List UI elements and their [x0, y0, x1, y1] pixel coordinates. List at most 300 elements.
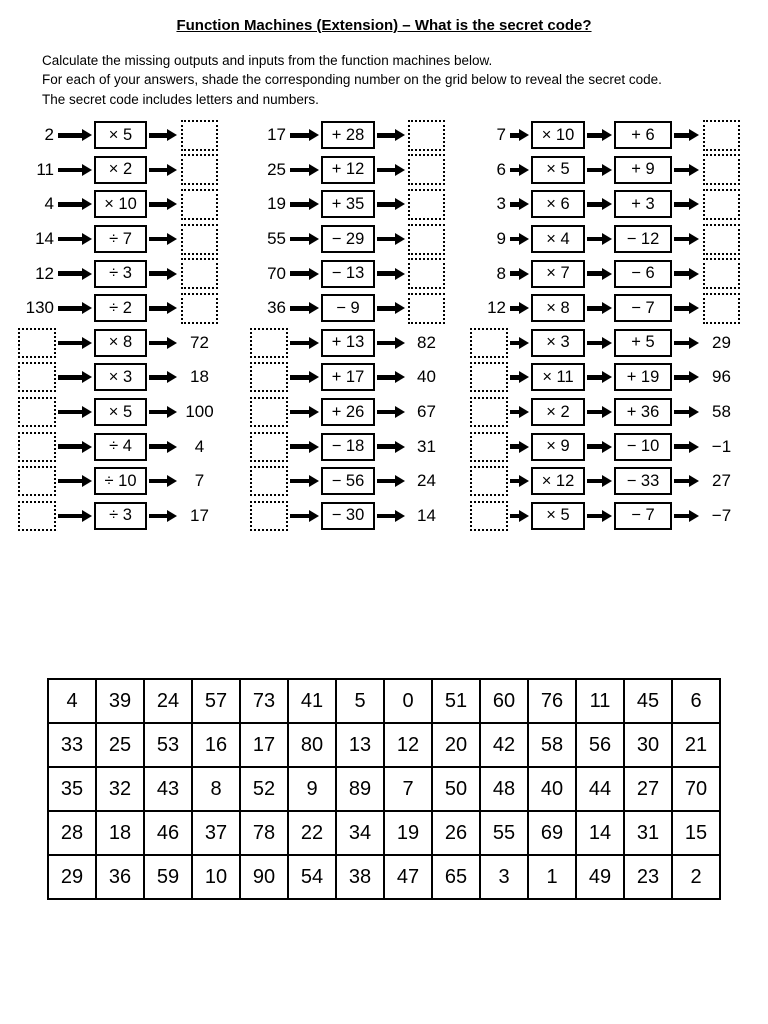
input-slot [248, 256, 288, 291]
arrow-head [519, 441, 529, 453]
arrow-bar [377, 410, 395, 415]
machines-col3 [472, 118, 742, 533]
arrow-bar [290, 479, 309, 484]
arrow-bar [149, 168, 167, 173]
grid-cell: 69 [528, 811, 576, 855]
instruction-line: The secret code includes letters and numbers. [42, 91, 319, 107]
grid-cell: 1 [528, 855, 576, 899]
grid-cell: 37 [192, 811, 240, 855]
arrow-head [395, 198, 405, 210]
arrow-right-icon [375, 256, 407, 291]
output-value: 24 [417, 471, 436, 491]
arrow-bar [377, 237, 395, 242]
operation-box: ÷ 4 [94, 433, 147, 461]
operation-box: × 8 [531, 294, 585, 322]
arrow-head [689, 129, 699, 141]
output-slot [179, 187, 220, 222]
input-value: 19 [267, 194, 286, 214]
input-value: 8 [496, 263, 506, 283]
output-slot [407, 499, 446, 534]
input-slot [2, 187, 56, 222]
input-value: 11 [36, 159, 54, 179]
output-slot [407, 360, 446, 395]
input-slot [248, 395, 288, 430]
arrow-bar [587, 341, 602, 346]
output-value: 40 [417, 367, 436, 387]
machine-row [472, 256, 742, 291]
operation-box: × 8 [94, 329, 147, 357]
grid-cell: 78 [240, 811, 288, 855]
output-slot [701, 118, 742, 153]
missing-output-box [408, 189, 445, 220]
arrow-right-icon [375, 118, 407, 153]
number-grid-wrap [47, 678, 721, 900]
output-value: 17 [190, 505, 209, 525]
machine-row [2, 291, 220, 326]
output-slot [701, 429, 742, 464]
output-slot [179, 153, 220, 188]
grid-cell: 42 [480, 723, 528, 767]
output-slot [179, 326, 220, 361]
arrow-head [689, 406, 699, 418]
missing-output-box [408, 154, 445, 185]
input-slot [472, 326, 508, 361]
arrow-right-icon [585, 153, 614, 188]
input-slot [248, 326, 288, 361]
operation-box: × 10 [94, 190, 147, 218]
arrow-bar [58, 306, 82, 311]
machine-row [472, 326, 742, 361]
arrow-head [309, 371, 319, 383]
arrow-head [602, 268, 612, 280]
arrow-right-icon [508, 395, 531, 430]
arrow-right-icon [147, 326, 179, 361]
arrow-right-icon [508, 222, 531, 257]
arrow-head [82, 198, 92, 210]
arrow-head [602, 129, 612, 141]
arrow-bar [674, 168, 689, 173]
output-value: 82 [417, 332, 436, 352]
arrow-head [82, 164, 92, 176]
arrow-head [309, 475, 319, 487]
operation-box: − 30 [321, 502, 375, 530]
operation-box: × 2 [531, 398, 585, 426]
arrow-right-icon [147, 187, 179, 222]
arrow-head [167, 198, 177, 210]
arrow-right-icon [508, 256, 531, 291]
grid-cell: 9 [288, 767, 336, 811]
arrow-bar [58, 133, 82, 138]
operation-box: × 3 [531, 329, 585, 357]
operation-box: − 13 [321, 260, 375, 288]
arrow-bar [674, 271, 689, 276]
operation-box: + 13 [321, 329, 375, 357]
machine-row [248, 429, 446, 464]
arrow-right-icon [375, 395, 407, 430]
machine-row [2, 326, 220, 361]
machine-row [472, 499, 742, 534]
output-slot [701, 360, 742, 395]
missing-input-box [250, 432, 288, 462]
missing-output-box [408, 120, 445, 151]
arrow-right-icon [147, 256, 179, 291]
machine-row [248, 360, 446, 395]
arrow-right-icon [508, 291, 531, 326]
arrow-head [519, 129, 529, 141]
grid-cell: 38 [336, 855, 384, 899]
arrow-head [167, 406, 177, 418]
arrow-head [689, 164, 699, 176]
operation-box: ÷ 2 [94, 294, 147, 322]
arrow-right-icon [56, 153, 94, 188]
output-slot [179, 395, 220, 430]
grid-cell: 45 [624, 679, 672, 723]
missing-output-box [408, 224, 445, 255]
missing-output-box [408, 258, 445, 289]
arrow-head [395, 510, 405, 522]
arrow-bar [58, 271, 82, 276]
arrow-right-icon [672, 291, 701, 326]
arrow-bar [510, 237, 519, 242]
grid-cell: 2 [672, 855, 720, 899]
output-value: 14 [417, 505, 436, 525]
output-slot [701, 395, 742, 430]
arrow-right-icon [585, 222, 614, 257]
arrow-head [602, 441, 612, 453]
arrow-right-icon [672, 395, 701, 430]
grid-cell: 14 [576, 811, 624, 855]
machine-row [2, 499, 220, 534]
operation-box: + 19 [614, 363, 672, 391]
output-value: 27 [712, 471, 731, 491]
arrow-head [82, 510, 92, 522]
arrow-head [82, 268, 92, 280]
arrow-head [602, 371, 612, 383]
arrow-right-icon [288, 429, 321, 464]
arrow-right-icon [56, 326, 94, 361]
arrow-bar [377, 341, 395, 346]
input-slot [2, 429, 56, 464]
missing-input-box [250, 362, 288, 392]
arrow-bar [149, 514, 167, 519]
arrow-bar [58, 375, 82, 380]
arrow-right-icon [56, 118, 94, 153]
operation-box: − 56 [321, 467, 375, 495]
input-slot [2, 118, 56, 153]
arrow-bar [674, 444, 689, 449]
grid-cell: 12 [384, 723, 432, 767]
machine-row [248, 326, 446, 361]
arrow-head [519, 510, 529, 522]
grid-cell: 31 [624, 811, 672, 855]
number-grid [47, 678, 721, 900]
arrow-bar [587, 202, 602, 207]
machine-row [248, 291, 446, 326]
arrow-head [602, 164, 612, 176]
input-value: 2 [44, 125, 54, 145]
arrow-head [167, 302, 177, 314]
operation-box: × 3 [94, 363, 147, 391]
machine-row [2, 395, 220, 430]
arrow-head [309, 510, 319, 522]
input-slot [2, 153, 56, 188]
input-value: 12 [487, 298, 506, 318]
input-value: 25 [267, 159, 286, 179]
arrow-right-icon [585, 429, 614, 464]
arrow-head [519, 337, 529, 349]
grid-cell: 22 [288, 811, 336, 855]
arrow-head [519, 406, 529, 418]
machine-row [472, 429, 742, 464]
arrow-bar [587, 271, 602, 276]
grid-cell: 28 [48, 811, 96, 855]
output-slot [407, 222, 446, 257]
machine-row [2, 429, 220, 464]
instructions [42, 51, 748, 109]
arrow-head [395, 337, 405, 349]
operation-box: × 11 [531, 363, 585, 391]
operation-box: + 17 [321, 363, 375, 391]
operation-box: + 28 [321, 121, 375, 149]
missing-output-box [703, 189, 740, 220]
output-slot [179, 464, 220, 499]
arrow-right-icon [672, 187, 701, 222]
operation-box: × 12 [531, 467, 585, 495]
grid-cell: 55 [480, 811, 528, 855]
grid-cell: 49 [576, 855, 624, 899]
arrow-right-icon [508, 118, 531, 153]
input-slot [248, 499, 288, 534]
grid-cell: 4 [48, 679, 96, 723]
arrow-right-icon [147, 360, 179, 395]
input-slot [248, 464, 288, 499]
output-slot [701, 291, 742, 326]
machine-row [248, 499, 446, 534]
input-value: 4 [44, 194, 54, 214]
arrow-right-icon [375, 222, 407, 257]
arrow-right-icon [672, 464, 701, 499]
grid-cell: 34 [336, 811, 384, 855]
missing-input-box [18, 328, 56, 358]
arrow-right-icon [288, 360, 321, 395]
arrow-bar [510, 514, 519, 519]
input-slot [248, 222, 288, 257]
grid-row [48, 723, 720, 767]
arrow-head [82, 233, 92, 245]
grid-cell: 70 [672, 767, 720, 811]
operation-box: − 12 [614, 225, 672, 253]
input-value: 70 [267, 263, 286, 283]
grid-cell: 19 [384, 811, 432, 855]
machine-row [248, 153, 446, 188]
arrow-head [395, 371, 405, 383]
instruction-line: For each of your answers, shade the corresponding number on the grid below to reveal the secret code. [42, 72, 662, 88]
output-slot [179, 360, 220, 395]
missing-output-box [703, 154, 740, 185]
arrow-right-icon [585, 326, 614, 361]
arrow-bar [377, 514, 395, 519]
arrow-head [395, 164, 405, 176]
grid-cell: 35 [48, 767, 96, 811]
arrow-bar [587, 306, 602, 311]
input-slot [2, 291, 56, 326]
arrow-right-icon [147, 222, 179, 257]
arrow-bar [290, 306, 309, 311]
output-value: 31 [417, 436, 436, 456]
machine-row [2, 464, 220, 499]
input-slot [472, 499, 508, 534]
missing-input-box [18, 432, 56, 462]
arrow-bar [149, 202, 167, 207]
arrow-head [395, 129, 405, 141]
input-value: 9 [496, 229, 506, 249]
arrow-right-icon [375, 360, 407, 395]
grid-cell: 46 [144, 811, 192, 855]
arrow-head [395, 406, 405, 418]
machine-row [248, 222, 446, 257]
output-value: 18 [190, 367, 209, 387]
machine-row [248, 395, 446, 430]
arrow-right-icon [672, 256, 701, 291]
arrow-bar [290, 341, 309, 346]
arrow-right-icon [288, 291, 321, 326]
missing-input-box [250, 397, 288, 427]
grid-cell: 39 [96, 679, 144, 723]
arrow-right-icon [508, 326, 531, 361]
operation-box: − 9 [321, 294, 375, 322]
missing-output-box [703, 293, 740, 324]
arrow-head [167, 337, 177, 349]
input-slot [472, 256, 508, 291]
operation-box: × 4 [531, 225, 585, 253]
input-slot [2, 360, 56, 395]
missing-output-box [181, 154, 218, 185]
output-slot [407, 256, 446, 291]
arrow-head [309, 302, 319, 314]
operation-box: + 6 [614, 121, 672, 149]
machine-row [472, 118, 742, 153]
arrow-right-icon [375, 187, 407, 222]
arrow-head [167, 371, 177, 383]
output-value: 96 [712, 367, 731, 387]
grid-cell: 41 [288, 679, 336, 723]
arrow-head [519, 233, 529, 245]
input-slot [472, 395, 508, 430]
grid-cell: 13 [336, 723, 384, 767]
arrow-bar [149, 271, 167, 276]
arrow-bar [58, 168, 82, 173]
missing-output-box [181, 224, 218, 255]
arrow-head [82, 406, 92, 418]
machines-col1 [2, 118, 220, 533]
arrow-bar [510, 375, 519, 380]
arrow-head [309, 268, 319, 280]
machine-row [472, 222, 742, 257]
output-slot [407, 153, 446, 188]
output-slot [179, 291, 220, 326]
arrow-right-icon [585, 187, 614, 222]
arrow-right-icon [508, 153, 531, 188]
grid-cell: 90 [240, 855, 288, 899]
arrow-right-icon [375, 464, 407, 499]
input-slot [2, 395, 56, 430]
arrow-bar [377, 444, 395, 449]
arrow-right-icon [375, 499, 407, 534]
missing-input-box [470, 362, 508, 392]
arrow-bar [58, 237, 82, 242]
arrow-right-icon [672, 429, 701, 464]
arrow-bar [674, 202, 689, 207]
operation-box: + 12 [321, 156, 375, 184]
arrow-head [689, 233, 699, 245]
missing-output-box [703, 258, 740, 289]
machine-row [2, 153, 220, 188]
input-value: 7 [496, 125, 506, 145]
grid-cell: 52 [240, 767, 288, 811]
input-slot [248, 429, 288, 464]
operation-box: ÷ 10 [94, 467, 147, 495]
arrow-bar [58, 341, 82, 346]
arrow-bar [510, 341, 519, 346]
arrow-right-icon [56, 256, 94, 291]
output-slot [407, 395, 446, 430]
missing-input-box [470, 466, 508, 496]
arrow-right-icon [288, 499, 321, 534]
grid-row [48, 855, 720, 899]
arrow-right-icon [56, 291, 94, 326]
arrow-bar [587, 444, 602, 449]
output-value: −1 [711, 436, 732, 456]
arrow-bar [510, 168, 519, 173]
grid-cell: 36 [96, 855, 144, 899]
input-slot [472, 360, 508, 395]
arrow-head [689, 302, 699, 314]
grid-cell: 57 [192, 679, 240, 723]
arrow-head [689, 198, 699, 210]
missing-input-box [18, 362, 56, 392]
arrow-bar [290, 514, 309, 519]
arrow-bar [290, 133, 309, 138]
arrow-right-icon [56, 499, 94, 534]
grid-cell: 20 [432, 723, 480, 767]
input-slot [2, 326, 56, 361]
arrow-right-icon [672, 118, 701, 153]
arrow-right-icon [56, 464, 94, 499]
arrow-head [167, 233, 177, 245]
grid-cell: 24 [144, 679, 192, 723]
arrow-right-icon [672, 326, 701, 361]
operation-box: × 9 [531, 433, 585, 461]
operation-box: + 35 [321, 190, 375, 218]
arrow-bar [149, 375, 167, 380]
missing-input-box [250, 328, 288, 358]
arrow-bar [674, 410, 689, 415]
grid-cell: 11 [576, 679, 624, 723]
arrow-bar [674, 306, 689, 311]
arrow-bar [290, 237, 309, 242]
arrow-head [519, 164, 529, 176]
arrow-right-icon [585, 360, 614, 395]
operation-box: − 6 [614, 260, 672, 288]
output-value: 67 [417, 402, 436, 422]
arrow-bar [587, 375, 602, 380]
machine-row [248, 118, 446, 153]
arrow-bar [149, 237, 167, 242]
arrow-bar [587, 479, 602, 484]
arrow-head [689, 510, 699, 522]
arrow-head [167, 441, 177, 453]
input-slot [472, 118, 508, 153]
